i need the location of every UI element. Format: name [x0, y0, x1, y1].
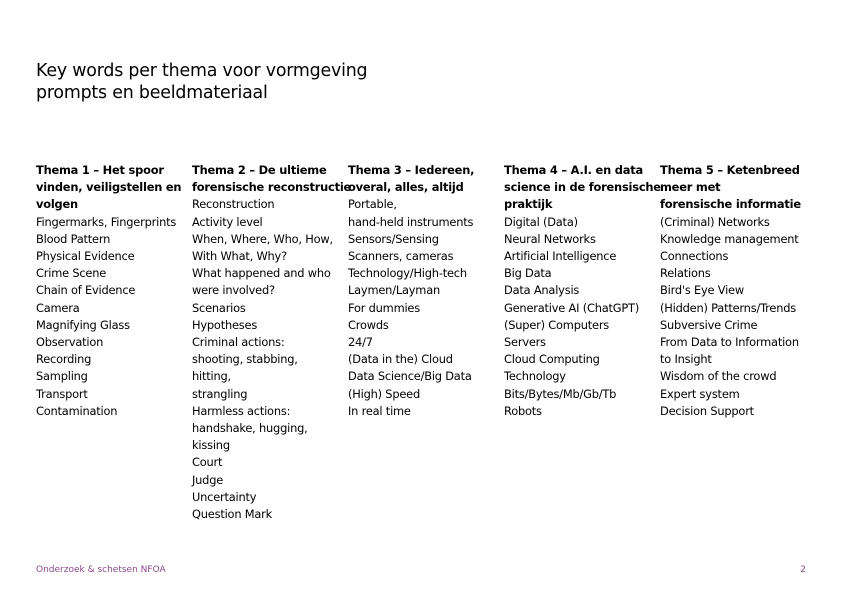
keyword-item: Scanners, cameras — [348, 249, 454, 264]
keyword-item: Crowds — [348, 317, 389, 332]
keyword-item: Recording — [36, 352, 92, 367]
theme-column-3 — [348, 162, 504, 420]
keyword-item: Artificial Intelligence — [504, 249, 617, 264]
keyword-item: Transport — [36, 386, 88, 401]
keyword-item: Subversive Crime — [660, 317, 758, 332]
theme-heading-line: Thema 1 – Het spoor — [36, 163, 164, 177]
keyword-item: Bird's Eye View — [660, 283, 744, 298]
theme-heading-line: Thema 5 – Ketenbreed — [660, 163, 800, 177]
keyword-list — [348, 196, 504, 420]
keyword-item: Hypotheses — [192, 317, 258, 332]
page-title-line-2: prompts en beeldmateriaal — [36, 83, 268, 103]
keyword-list — [504, 214, 660, 420]
keyword-item: Portable, — [348, 197, 397, 212]
keyword-item: Activity level — [192, 214, 263, 229]
keyword-item: 24/7 — [348, 335, 373, 350]
keyword-item: Wisdom of the crowd — [660, 369, 777, 384]
keyword-item: handshake, hugging, — [192, 421, 308, 436]
keyword-item: Magnifying Glass — [36, 317, 130, 332]
keyword-list — [660, 214, 816, 420]
theme-heading-line: Thema 3 – Iedereen, — [348, 163, 475, 177]
keyword-item: Big Data — [504, 266, 552, 281]
theme-heading-line: volgen — [36, 197, 78, 212]
keyword-item: Criminal actions: — [192, 335, 285, 350]
keyword-item: Scenarios — [192, 300, 246, 315]
keyword-item: Contamination — [36, 403, 118, 418]
theme-heading — [504, 162, 660, 214]
keyword-item: shooting, stabbing, — [192, 352, 298, 367]
keyword-item: Sensors/Sensing — [348, 231, 439, 246]
keyword-item: Digital (Data) — [504, 214, 578, 229]
keyword-item: Data Analysis — [504, 283, 580, 298]
keyword-item: For dummies — [348, 300, 420, 315]
keyword-item: Cloud Computing — [504, 352, 600, 367]
keyword-item: to Insight — [660, 352, 712, 367]
keyword-item: Generative AI (ChatGPT) — [504, 300, 640, 315]
keyword-item: hand-held instruments — [348, 214, 474, 229]
keyword-item: kissing — [192, 438, 230, 453]
keyword-item: Technology/High-tech — [348, 266, 467, 281]
keyword-item: Expert system — [660, 386, 740, 401]
keyword-item: Laymen/Layman — [348, 283, 440, 298]
keyword-item: (Super) Computers — [504, 317, 610, 332]
theme-heading-line: Thema 2 – De ultieme — [192, 163, 327, 177]
keyword-item: Bits/Bytes/Mb/Gb/Tb — [504, 386, 617, 401]
keyword-item: Relations — [660, 266, 711, 281]
keyword-item: Crime Scene — [36, 266, 107, 281]
theme-heading-line: science in de forensische — [504, 180, 661, 195]
theme-heading-line: overal, alles, altijd — [348, 180, 464, 195]
keyword-item: were involved? — [192, 283, 275, 298]
theme-heading-line: vinden, veiligstellen en — [36, 180, 182, 195]
theme-column-5 — [660, 162, 816, 420]
theme-heading-line: praktijk — [504, 197, 553, 212]
keyword-item: With What, Why? — [192, 249, 287, 264]
keyword-item: Physical Evidence — [36, 249, 135, 264]
keyword-item: Knowledge management — [660, 231, 799, 246]
page-number: 2 — [800, 565, 806, 575]
theme-heading-line: Thema 4 – A.I. en data — [504, 163, 643, 177]
keyword-item: Harmless actions: — [192, 403, 291, 418]
keyword-item: strangling — [192, 386, 248, 401]
keyword-item: (Hidden) Patterns/Trends — [660, 300, 796, 315]
keyword-item: Fingermarks, Fingerprints — [36, 214, 177, 229]
keyword-item: (Data in the) Cloud — [348, 352, 453, 367]
keyword-item: Neural Networks — [504, 231, 596, 246]
theme-column-2 — [192, 162, 352, 523]
keyword-item: Connections — [660, 249, 729, 264]
keyword-item: Uncertainty — [192, 489, 257, 504]
theme-heading — [660, 162, 816, 214]
footer-label: Onderzoek & schetsen NFOA — [36, 565, 166, 575]
theme-column-4 — [504, 162, 660, 420]
keyword-item: What happened and who — [192, 266, 331, 281]
keyword-item: (Criminal) Networks — [660, 214, 770, 229]
keyword-item: hitting, — [192, 369, 231, 384]
keyword-item: (High) Speed — [348, 386, 420, 401]
theme-column-1 — [36, 162, 192, 420]
keyword-item: Observation — [36, 335, 104, 350]
theme-heading-line: forensische reconstructie — [192, 180, 352, 195]
keyword-item: Data Science/Big Data — [348, 369, 472, 384]
keyword-item: From Data to Information — [660, 335, 799, 350]
keyword-item: Chain of Evidence — [36, 283, 136, 298]
keyword-item: Blood Pattern — [36, 231, 111, 246]
keyword-item: Court — [192, 455, 223, 470]
keyword-item: Decision Support — [660, 403, 754, 418]
keyword-item: Sampling — [36, 369, 88, 384]
theme-heading-line: forensische informatie — [660, 197, 801, 212]
theme-heading-line: meer met — [660, 180, 721, 195]
keyword-item: When, Where, Who, How, — [192, 231, 333, 246]
page-title — [36, 60, 367, 104]
theme-heading — [192, 162, 352, 196]
keyword-item: Question Mark — [192, 507, 273, 522]
keyword-item: Robots — [504, 403, 542, 418]
theme-heading — [36, 162, 192, 214]
keyword-list — [192, 196, 348, 523]
theme-heading — [348, 162, 504, 196]
keyword-item: Reconstruction — [192, 197, 275, 212]
keyword-item: Camera — [36, 300, 80, 315]
keyword-item: Technology — [504, 369, 566, 384]
keyword-list — [36, 214, 192, 420]
keyword-item: Servers — [504, 335, 546, 350]
page-title-line-1: Key words per thema voor vormgeving — [36, 61, 368, 81]
keyword-item: In real time — [348, 403, 411, 418]
keyword-item: Judge — [192, 472, 224, 487]
